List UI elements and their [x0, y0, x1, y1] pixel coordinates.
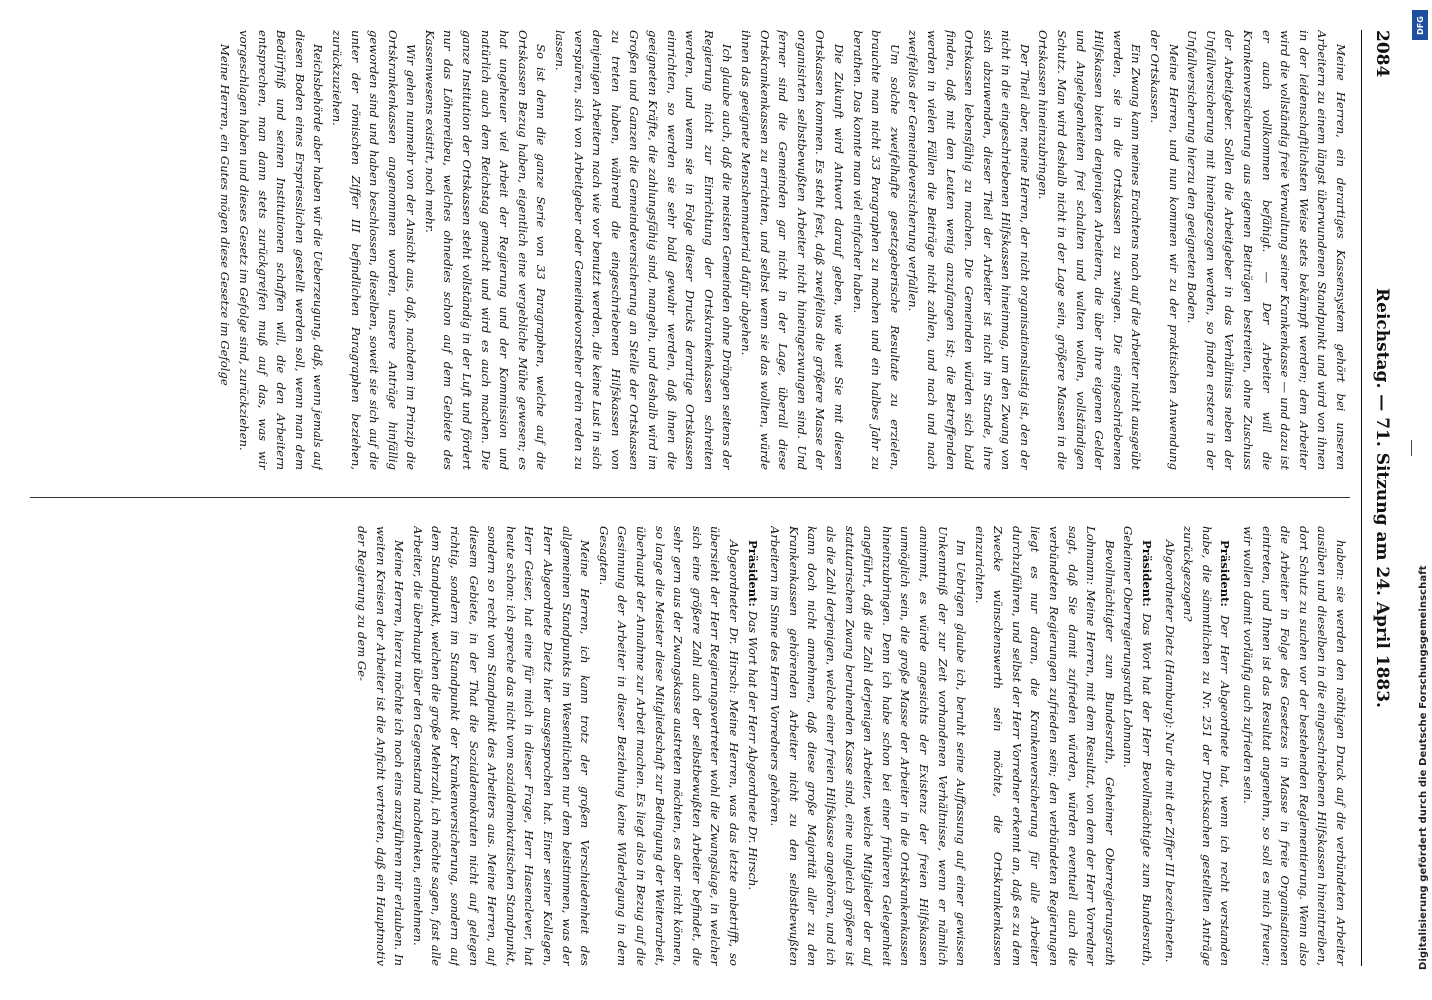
dfg-logo-text: DFG	[1415, 15, 1425, 35]
paragraph	[743, 526, 762, 966]
paragraph	[550, 30, 736, 470]
paragraph-text: Der Theil aber, meine Herren, der nicht organisationslustig ist, den der nicht in die eingeschriebenen Hilfskassen hineinmag, um den Zwang von sich abzuwenden, dieser Theil der Arbeiter ist nicht im Stande, ihre Ortskassen lebensfähig zu machen. Die Gemeinden würden sich bald finden, daß mit den Leuten wenig anzufangen ist; die Betreffenden werden in vielen Fällen die Beiträge nicht zahlen, und nach und nach zweifellos der Gemeindeversicherung verfallen.	[906, 30, 1032, 470]
page-header	[1366, 30, 1394, 966]
paragraph-text: haben: sie werden den nöthigen Druck auf die verbündeten Arbeiter ausüben und dieselben in die eingeschriebenen Hilfskassen hineintreiben, dort Schutz zu suchen vor der bestehenden Reglementierung. Wenn also die Arbeiter in Folge des Gesetzes in Masse in freie Organisationen eintreten, und Ihnen ist das Resultat angenehm, so soll es mich freuen; wir wollen damit vorläufig auch zufrieden sein.	[1241, 526, 1348, 966]
paragraph-text: Meine Herren, hierzu möchte ich noch eins anzuführen mir erlauben. In weiten Kreisen der Arbeiter ist die Anficht vertreten, daß ein Hauptmotiv der Regierung zu dem Ge-	[355, 526, 407, 966]
paragraph	[327, 30, 420, 470]
paragraph	[216, 30, 235, 470]
paragraph-text: Im Uebrigen glaube ich, beruht seine Auffassung auf einer gewissen Unkenntniß der zur Zeit vorhandenen Verhältnisse, wenn er nämlich annimmt, es würde angesichts der Existenz der freien Hilfskassen unmöglich sein, die große Masse der Arbeiter in die Ortskrankenkassen hineinzubringen. Denn ich habe schon bei einer früheren Gelegenheit angeführt, daß die Zahl derjenigen Arbeiter, welche Mitglieder der auf statutarischem Zwang beruhenden Kasse sind, eine ungleich größere ist als die Zahl derjenigen, welche einer freien Hilfskasse angehören, und ich kann doch nicht annehmen, daß diese große Majorität aller zu den Krankenkassen gehörenden Arbeiter nicht zu den selbstbewußten Arbeitern im Sinne des Herrn Vorredners gehören.	[768, 526, 969, 966]
paragraph-text: Bevollmächtigter zum Bundesrath, Geheimer Oberregierungsrath Lohmann: Meine Herren, mit dem Resultat, von dem der Herr Vorredner sagt, daß Sie damit zufrieden würden, würden eventuell auch die verbündeten Regierungen zufrieden sein; den verbündeten Regierungen liegt es nur daran, die Krankenversicherung für alle Arbeiter durchzuführen, und selbst der Herr Vorredner erkennt an, daß es zu dem Zwecke wünschenswerth sein möchte, die Ortskrankenkassen einzurichten.	[972, 526, 1117, 966]
paragraph	[1034, 30, 1146, 470]
paragraph-text: Ich glaube auch, daß die meisten Gemeinden ohne Drängen seitens der Regierung nicht zur Einrichtung der Ortskrankenkassen schreiten werden, und wenn sie in Folge dieser Drucks derartige Ortskassen einrichten, so werden sie sehr bald gewahr werden, daß ihnen die geeigneten Kräfte, die zahlungsfähig sind, mangeln, und deshalb wird im Großen und Ganzen die Gemeindeversicherung an Stelle der Ortskassen zu treten haben, während die eingeschriebenen Hilfskassen von denjenigen Arbeitern nach wie vor benutzt werden, die keine Lust in sich verspüren, sich von Arbeitgeber oder Gemeindevorsteher drein reden zu lassen.	[553, 30, 735, 470]
paragraph-text: Reichsbehörde aber haben wir die Ueberzeugung, daß, wenn jemals auf diesen Boden eines Erspriesslichen gestellt werden soll, wenn man dem Bedürfniß und seinen Institutionen schaffen will, die den Arbeitern entsprechen, man dann stets zurückgreifen muß auf das, was wir vorgeschlagen haben und dieses Gesetz im Gefolge sind, zurückziehen.	[236, 30, 326, 470]
paragraph-text: Ein Zwang kann meines Erachtens nach auf die Arbeiter nicht ausgeübt werden, sie in die Ortskassen zu zwingen. Die eingeschriebenen Hilfskassen bieten denjenigen Arbeitern, die über ihre eigenen Gelder und Angelegenheiten frei schalten und walten wollen, vollständigen Schutz. Man wird deshalb nicht in der Lage sein, größere Massen in die Ortskassen hineinzubringen.	[1036, 30, 1144, 470]
digitization-attribution: Digitalisierung gefördert durch die Deutsche Forschungsgemeinschaft	[1418, 565, 1429, 970]
paragraph-text: So ist denn die ganze Serie von 33 Paragraphen, welche auf die Ortskassen Bezug haben, eigentlich eine vergebliche Mühe gewesen; es hat ungeheuer viel Arbeit der Regierung und der Kommission und natürlich auch dem Reichstag gemacht und wird es auch machen. Die ganze Institution der Ortskassen steht vollständig in der Luft und fördert nur das Löhnereibeu, welches ohnedies schon auf dem Gebiete des Kassenwesens existirt, noch mehr.	[422, 30, 549, 470]
paragraph-text: Der Herr Abgeordnete hat, wenn ich recht verstanden habe, die sämmtlichen zu Nr. 251 der Drucksachen gestellten Anträge zurückgezogen?	[1181, 526, 1233, 966]
paragraph	[1183, 30, 1350, 470]
paragraph-text: Die Zukunft wird Antwort darauf geben, wie weit Sie mit diesen Ortskassen kommen. Es steht fest, daß zweifellos die größere Masse der organisirten selbstbewußten Arbeiter nicht hineingezwungen sind. Und ferner sind die Gemeinden gar nicht in der Lage, überall diese Ortskrankenkassen zu errichten, und selbst wenn sie das wollten, würde ihnen das geeignete Menschenmaterial dafür abgehen.	[739, 30, 846, 470]
scanned-page-area	[8, 10, 1406, 990]
document-page	[8, 10, 1406, 990]
paragraph	[904, 30, 1034, 470]
paragraph-text: Meine Herren, und nun kommen wir zu der praktischen Anwendung der Ortskassen.	[1148, 30, 1181, 470]
paragraph	[1238, 526, 1350, 966]
margin-tick	[1411, 440, 1412, 456]
paragraph	[766, 526, 971, 966]
paragraph-text: Wir gehen nunmehr von der Ansicht aus, daß, nachdem im Prinzip die Ortskrankenkassen angenommen worden, unsere Anträge hinfällig geworden sind und haben beschlossen, dieselben, soweit sie sich auf die unter der römischen Ziffer III befindlichen Paragraphen beziehen, zurückzuziehen.	[329, 30, 419, 470]
paragraph	[736, 30, 848, 470]
dfg-logo	[1412, 10, 1428, 40]
paragraph	[970, 526, 1119, 966]
paragraph	[408, 526, 594, 966]
speaker-label: Präsident:	[1218, 540, 1233, 616]
paragraph	[594, 526, 743, 966]
paragraph-text: Meine Herren, ich kann trotz der großen Verschiedenheit des allgemeinen Standpunkts im Wesentlichen nur dem beistimmen, was der Herr Abgeordnete Dietz hier ausgesprochen hat. Einer seiner Kollegen, Herr Geiser, hat eine für mich in dieser Frage, Herr Hasenclever, hat heute schon: ich spreche das nicht vom sozialdemokratischen Standpunkt, sondern so recht vom Standpunkt des Arbeiters aus. Meine Herren, auf diesem Gebiete, in der That die Sozialdemokraten nicht auf gelegen richtig, sondern im Standpunkt der Krankenversicherung, sondern auf dem Standpunkt, welchen die große Mehrzahl, ich möchte sagen, fast alle Arbeiter, die überhaupt über den Gegenstand nachdenken, einnehmen.	[410, 526, 593, 966]
right-column	[24, 526, 1350, 966]
paragraph-text: Meine Herren, ein derartiges Kassensystem gehört bei unseren Arbeitern zu einem längst überwundenen Standpunkt und wird von ihnen in der leidenschaftlichsten Weise stets bekämpft werden; dem Arbeiter wird die vollständig freie Verwaltung seiner Krankenkasse — und dazu ist er auch vollkommen befähigt. — Der Arbeiter will die Krankenversicherung aus eigenen Beiträgen bestreiten, ohne Zuschuss der Arbeitgeber. Sollen die Arbeitgeber in das Verhältniss neben der Unfallversicherung mit hineingezogen werden, so finden erstere in der Unfallversicherung hierzu den geeigneten Boden.	[1185, 30, 1348, 470]
paragraph	[1179, 526, 1235, 966]
column-divider	[30, 497, 1350, 498]
speaker-label: Präsident:	[745, 540, 760, 611]
paragraph-text: Abgeordneter Dietz (Hamburg): Nur die mit der Ziffer III bezeichneten.	[1162, 540, 1177, 963]
paragraph	[353, 526, 409, 966]
page-title: Reichstag. — 71. Sitzung am 24. April 1883.	[1372, 288, 1392, 708]
paragraph-text: Das Wort hat der Herr Bevollmächtigte zum Bundesrath, Geheimer Oberregierungsrath Lohmann.	[1121, 526, 1155, 966]
paragraph-text: Um solche zweifelhafte gesetzgeberische Resultate zu erzielen, brauchte man nicht 33 Paragraphen zu machen und ein halbes Jahr zu berathen. Das konnte man viel einfacher haben.	[850, 30, 902, 470]
paragraph	[1160, 526, 1179, 966]
paragraph-text: Abgeordneter Dr. Hirsch: Meine Herren, was das letzte anbetrifft, so übersieht der Herr Regierungsvertreter wohl die Zwangslage, in welcher sich eine größere Zahl auch der selbstbewußten Arbeiter befindet, die sehr gern aus der Zwangskasse austreten möchten, es aber nicht können, so lange die Meister diese Mitgliedschaft zur Bedingung der Weiterarbeit, überhaupt der Annahme zur Arbeit machen. Es liegt also in Bezug auf die Gesinnung der Arbeiter in dieser Beziehung keine Widerlegung in dem Gesagten.	[596, 526, 741, 966]
page-number: 2084	[1372, 30, 1392, 78]
paragraph-text: Das Wort hat der Herr Abgeordnete Dr. Hirsch.	[745, 610, 760, 891]
paragraph	[1119, 526, 1156, 966]
paragraph	[420, 30, 550, 470]
left-column	[24, 30, 1350, 470]
speaker-label: Präsident:	[1140, 540, 1155, 614]
header-rule	[1361, 30, 1362, 966]
paragraph	[234, 30, 327, 470]
paragraph-text: Meine Herren, ein Gutes mögen diese Gesetze im Gefolge	[218, 44, 233, 386]
paragraph	[848, 30, 904, 470]
paragraph	[1145, 30, 1182, 470]
